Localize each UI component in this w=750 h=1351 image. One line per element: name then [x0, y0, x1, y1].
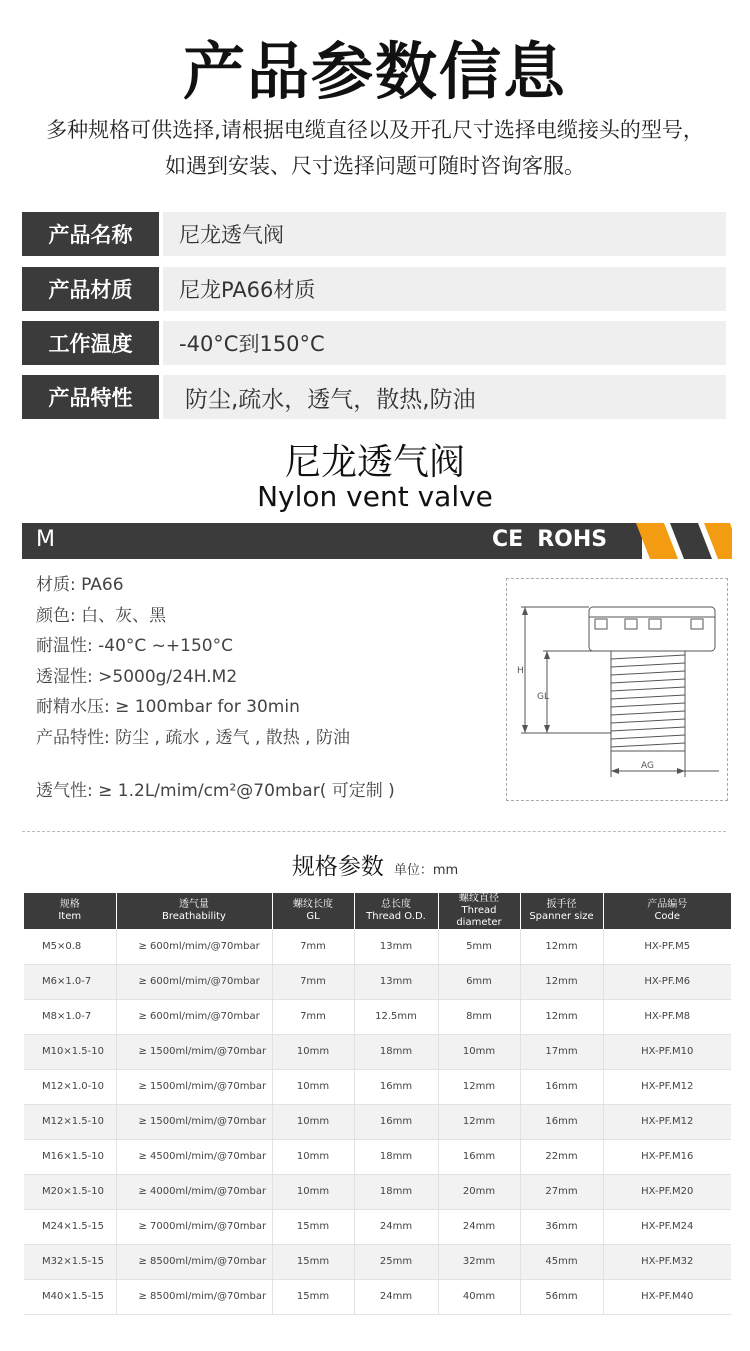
table-cell: 16mm: [354, 1104, 438, 1139]
info-label: 产品材质: [22, 267, 159, 311]
header-en: Breathability: [162, 911, 226, 922]
table-cell: 22mm: [520, 1139, 603, 1174]
table-row: [24, 1209, 731, 1244]
stripes-decoration: [628, 523, 732, 559]
intro-text: 多种规格可供选择,请根据电缆直径以及开孔尺寸选择电缆接头的型号，如遇到安装、尺寸选择问题可随时咨询客服。: [46, 118, 704, 178]
table-cell: 18mm: [354, 1174, 438, 1209]
table-cell: HX-PF.M20: [603, 1174, 731, 1209]
header-cell: [24, 893, 116, 929]
stripe-dark: [670, 523, 712, 559]
table-cell: HX-PF.M12: [603, 1104, 731, 1139]
stripe-orange-1: [636, 523, 678, 559]
table-cell: 12mm: [438, 1104, 520, 1139]
table-row: [24, 1244, 731, 1279]
header-cell: [272, 893, 354, 929]
table-cell: 6mm: [438, 964, 520, 999]
table-cell: ≥ 600ml/mim/@70mbar: [116, 929, 272, 964]
table-row: [24, 1279, 731, 1314]
rohs-mark: ROHS: [537, 527, 608, 552]
table-cell: M12×1.5-10: [24, 1104, 116, 1139]
table-cell: 24mm: [354, 1279, 438, 1314]
certifications: [492, 527, 607, 552]
table-cell: 32mm: [438, 1244, 520, 1279]
table-cell: 10mm: [438, 1034, 520, 1069]
table-cell: ≥ 8500ml/mim/@70mbar: [116, 1279, 272, 1314]
header-cell: [438, 893, 520, 929]
table-cell: ≥ 1500ml/mim/@70mbar: [116, 1069, 272, 1104]
table-cell: 40mm: [438, 1279, 520, 1314]
table-cell: HX-PF.M5: [603, 929, 731, 964]
spec-material: 材质: PA66: [36, 575, 124, 595]
table-cell: 10mm: [272, 1174, 354, 1209]
table-cell: M16×1.5-10: [24, 1139, 116, 1174]
series-bar: [22, 523, 730, 559]
header-cn: 产品编号: [647, 899, 688, 910]
table-cell: HX-PF.M12: [603, 1069, 731, 1104]
table-cell: 10mm: [272, 1034, 354, 1069]
table-cell: 20mm: [438, 1174, 520, 1209]
info-label: 产品名称: [22, 212, 159, 256]
dashed-divider: [22, 831, 726, 832]
header-cn: 规格: [59, 899, 80, 910]
table-cell: M8×1.0-7: [24, 999, 116, 1034]
table-cell: ≥ 1500ml/mim/@70mbar: [116, 1034, 272, 1069]
table-cell: HX-PF.M10: [603, 1034, 731, 1069]
table-cell: ≥ 7000ml/mim/@70mbar: [116, 1209, 272, 1244]
spec-water-pressure: 耐精水压: ≥ 100mbar for 30min: [36, 697, 300, 717]
header-cell: [603, 893, 731, 929]
table-cell: ≥ 600ml/mim/@70mbar: [116, 999, 272, 1034]
table-cell: 13mm: [354, 964, 438, 999]
table-cell: 12mm: [520, 929, 603, 964]
table-cell: HX-PF.M16: [603, 1139, 731, 1174]
table-cell: 17mm: [520, 1034, 603, 1069]
table-cell: ≥ 4000ml/mim/@70mbar: [116, 1174, 272, 1209]
table-cell: 8mm: [438, 999, 520, 1034]
vent-valve-drawing: [507, 579, 727, 800]
table-cell: 7mm: [272, 964, 354, 999]
header-en: GL: [306, 911, 320, 922]
table-title-text: 规格参数: [291, 854, 384, 880]
table-cell: ≥ 4500ml/mim/@70mbar: [116, 1139, 272, 1174]
table-row: [24, 1174, 731, 1209]
table-cell: 25mm: [354, 1244, 438, 1279]
table-cell: HX-PF.M40: [603, 1279, 731, 1314]
info-value: -40°C到150°C: [163, 321, 726, 365]
table-cell: 12mm: [438, 1069, 520, 1104]
dimension-ag-label: AG: [641, 761, 654, 771]
header-cn: 透气量: [179, 899, 209, 910]
technical-drawing: [506, 578, 728, 801]
table-cell: 7mm: [272, 929, 354, 964]
header-cn: 总长度: [381, 899, 411, 910]
table-row: [24, 1104, 731, 1139]
table-title: [0, 848, 750, 881]
table-cell: 45mm: [520, 1244, 603, 1279]
header-en: Item: [58, 911, 82, 922]
product-name-cn: 尼龙透气阀: [284, 442, 465, 483]
table-cell: 12mm: [520, 964, 603, 999]
info-row-temperature: [22, 321, 726, 365]
header-cn: 扳手径: [546, 899, 577, 910]
info-row-features: [22, 375, 726, 419]
table-cell: ≥ 1500ml/mim/@70mbar: [116, 1104, 272, 1139]
spec-breathability: 透气性: ≥ 1.2L/mim/cm²@70mbar( 可定制 ): [36, 781, 395, 801]
table-cell: 15mm: [272, 1209, 354, 1244]
spec-color: 颜色: 白、灰、黑: [36, 605, 167, 626]
table-row: [24, 1034, 731, 1069]
header-cn: 螺纹直径: [459, 893, 499, 904]
table-cell: 24mm: [438, 1209, 520, 1244]
dimension-h-label: H: [517, 666, 524, 676]
table-row: [24, 1139, 731, 1174]
table-cell: 12mm: [520, 999, 603, 1034]
ce-mark: CE: [492, 527, 524, 552]
table-cell: 7mm: [272, 999, 354, 1034]
table-cell: 13mm: [354, 929, 438, 964]
info-value: 防尘,疏水，透气，散热,防油: [163, 375, 726, 419]
info-value: 尼龙透气阀: [163, 212, 726, 256]
table-cell: 27mm: [520, 1174, 603, 1209]
table-cell: 24mm: [354, 1209, 438, 1244]
table-cell: ≥ 600ml/mim/@70mbar: [116, 964, 272, 999]
table-row: [24, 1069, 731, 1104]
header-en: Thread O.D.: [366, 911, 426, 922]
table-cell: HX-PF.M24: [603, 1209, 731, 1244]
spec-moisture: 透湿性: >5000g/24H.M2: [36, 666, 238, 687]
table-cell: 56mm: [520, 1279, 603, 1314]
table-row: [24, 999, 731, 1034]
table-cell: 5mm: [438, 929, 520, 964]
table-cell: 16mm: [354, 1069, 438, 1104]
table-cell: HX-PF.M6: [603, 964, 731, 999]
table-cell: 15mm: [272, 1244, 354, 1279]
table-cell: 10mm: [272, 1069, 354, 1104]
header-en: Code: [654, 911, 681, 922]
table-cell: M6×1.0-7: [24, 964, 116, 999]
header-en: Thread diameter: [456, 905, 502, 928]
info-label: 产品特性: [22, 375, 159, 419]
table-cell: 15mm: [272, 1279, 354, 1314]
header-cell: [116, 893, 272, 929]
table-row: [24, 929, 731, 964]
table-header-row: [24, 893, 731, 929]
product-name-en: Nylon vent valve: [257, 480, 493, 513]
header-cell: [520, 893, 603, 929]
table-cell: 16mm: [520, 1069, 603, 1104]
table-cell: 16mm: [438, 1139, 520, 1174]
table-cell: M20×1.5-10: [24, 1174, 116, 1209]
table-cell: 18mm: [354, 1139, 438, 1174]
table-cell: M40×1.5-15: [24, 1279, 116, 1314]
series-label: M: [36, 527, 55, 552]
table-cell: HX-PF.M8: [603, 999, 731, 1034]
table-cell: ≥ 8500ml/mim/@70mbar: [116, 1244, 272, 1279]
table-cell: HX-PF.M32: [603, 1244, 731, 1279]
info-label: 工作温度: [22, 321, 159, 365]
table-cell: 16mm: [520, 1104, 603, 1139]
table-cell: M32×1.5-15: [24, 1244, 116, 1279]
table-unit: 单位：mm: [393, 863, 459, 878]
spec-list: [36, 572, 476, 755]
spec-table: [24, 893, 731, 1315]
page-title: 产品参数信息: [182, 35, 567, 108]
dimension-gl-label: GL: [537, 692, 549, 702]
header-cn: 螺纹长度: [293, 899, 333, 910]
spec-temperature: 耐温性: -40°C ~+150°C: [36, 636, 233, 656]
table-cell: 10mm: [272, 1104, 354, 1139]
table-cell: M5×0.8: [24, 929, 116, 964]
table-cell: M24×1.5-15: [24, 1209, 116, 1244]
spec-features: 产品特性: 防尘 , 疏水 , 透气 , 散热 , 防油: [36, 727, 350, 748]
table-cell: M12×1.0-10: [24, 1069, 116, 1104]
info-value: 尼龙PA66材质: [163, 267, 726, 311]
table-cell: 12.5mm: [354, 999, 438, 1034]
table-cell: 18mm: [354, 1034, 438, 1069]
table-row: [24, 964, 731, 999]
table-cell: M10×1.5-10: [24, 1034, 116, 1069]
header-en: Spanner size: [529, 911, 594, 922]
info-row-material: [22, 267, 726, 311]
header-cell: [354, 893, 438, 929]
table-cell: 10mm: [272, 1139, 354, 1174]
table-cell: 36mm: [520, 1209, 603, 1244]
info-row-name: [22, 212, 726, 256]
